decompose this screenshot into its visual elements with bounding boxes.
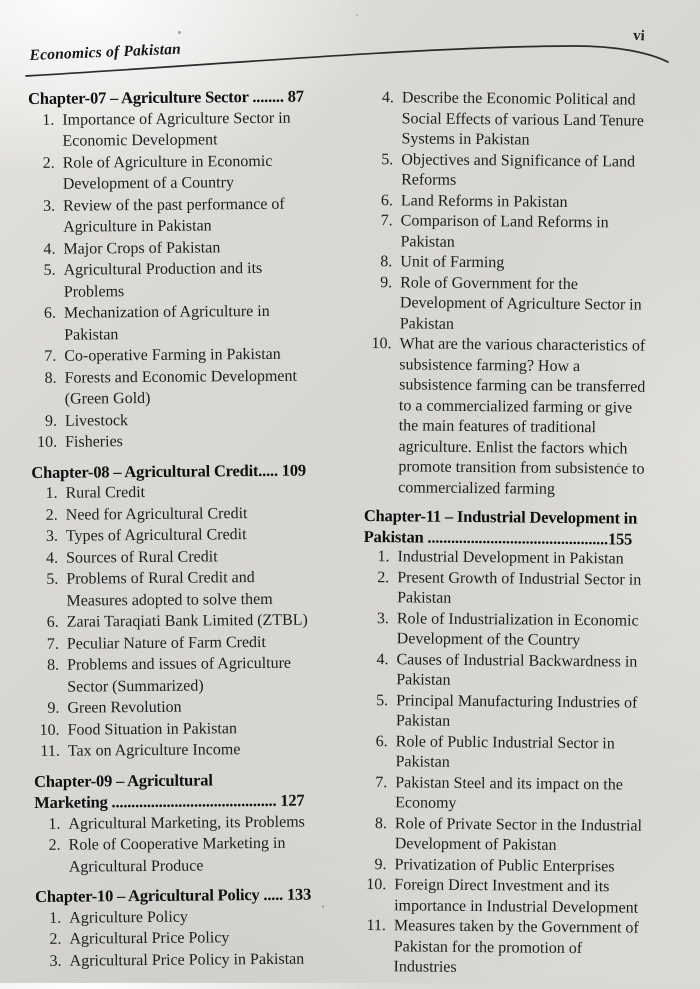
toc-item — [29, 236, 353, 260]
toc-item-number: 11. — [40, 742, 60, 760]
toc-item-number: 9. — [47, 699, 60, 717]
toc-item-text: Need for Agricultural Credit — [65, 504, 248, 524]
toc-item-number: 10. — [371, 335, 392, 353]
toc-item — [30, 365, 354, 411]
toc-item-text: Present Growth of Industrial Sector in Pakistan — [397, 568, 642, 607]
toc-item-number: 9. — [374, 855, 387, 873]
toc-item-text: Review of the past performance of Agriculture in Pakistan — [62, 195, 285, 236]
toc-item-text: Role of Industrialization in Economic Development of the Country — [396, 609, 639, 650]
toc-item-number: 2. — [48, 836, 61, 854]
toc-item-number: 5. — [46, 570, 59, 588]
toc-item-text: Agricultural Production and its Problems — [63, 259, 263, 301]
toc-item — [361, 772, 685, 816]
toc-item-text: Foreign Direct Investment and its importance in Industrial Development — [394, 876, 639, 917]
toc-item-text: Forests and Economic Development (Green Gold) — [64, 367, 297, 408]
toc-item-text: Major Crops of Pakistan — [63, 238, 221, 258]
toc-item-list — [359, 547, 687, 981]
toc-item — [30, 300, 354, 346]
toc-item-text: Peculiar Nature of Farm Credit — [66, 633, 266, 653]
toc-item-text: Role of Cooperative Marketing in Agricultural Produce — [68, 834, 286, 876]
toc-item — [359, 916, 684, 981]
toc-item-text: Causes of Industrial Backwardness in Pakistan — [396, 650, 638, 689]
toc-item-text: Role of Public Industrial Sector in Pakistan — [395, 732, 615, 771]
toc-item-number: 1. — [49, 909, 62, 927]
chapter-heading: Chapter-10 – Agricultural Policy ..... 133 — [34, 884, 312, 906]
toc-item — [360, 875, 684, 919]
chapter-heading: Chapter-08 – Agricultural Credit..... 109 — [31, 460, 307, 482]
toc-item — [33, 695, 357, 719]
toc-item-text: Comparison of Land Reforms in Pakistan — [400, 212, 609, 251]
toc-section — [34, 768, 359, 878]
toc-item-text: Privatization of Public Enterprises — [394, 855, 615, 875]
toc-item-number: 1. — [377, 548, 390, 566]
toc-section — [359, 506, 688, 981]
toc-item-number: 4. — [46, 549, 59, 567]
toc-item-number: 5. — [43, 261, 56, 279]
toc-item-number: 2. — [42, 154, 55, 172]
scan-speck — [356, 14, 358, 16]
toc-item — [33, 652, 357, 698]
toc-item-list — [31, 480, 357, 762]
toc-item — [35, 832, 359, 878]
book-title: Economics of Pakistan — [29, 40, 182, 65]
toc-item — [33, 609, 357, 633]
toc-item-number: 8. — [380, 253, 393, 271]
toc-item-number: 1. — [48, 815, 61, 833]
toc-item-text: Agricultural Price Policy — [69, 929, 230, 948]
toc-item-list — [28, 107, 355, 454]
toc-item-number: 7. — [380, 212, 393, 230]
toc-item-list — [364, 88, 692, 501]
toc-item-number: 8. — [46, 656, 60, 674]
toc-item-number: 6. — [375, 732, 388, 750]
toc-item — [29, 193, 353, 239]
toc-item — [361, 731, 685, 775]
toc-item — [34, 811, 358, 835]
scan-speck — [322, 905, 324, 908]
toc-columns — [28, 88, 692, 986]
toc-item-number: 1. — [42, 111, 55, 129]
toc-item-number: 11. — [366, 917, 387, 935]
chapter-heading: Chapter-09 – Agricultural Marketing .......................................... 127 — [33, 769, 305, 812]
toc-item-text: Livestock — [64, 411, 129, 430]
toc-item-number: 3. — [49, 952, 62, 970]
toc-item-text: Role of Private Sector in the Industrial Development of Pakistan — [394, 814, 643, 854]
toc-item-text: Zarai Taraqiati Bank Limited (ZTBL) — [66, 611, 308, 631]
toc-item-number: 2. — [377, 568, 390, 586]
toc-item-text: Objectives and Significance of Land Reforms — [401, 150, 636, 189]
toc-item — [361, 813, 685, 857]
toc-item-text: Mechanization of Agriculture in Pakistan — [63, 302, 270, 344]
toc-item-text: Agricultural Price Policy in Pakistan — [69, 950, 305, 970]
toc-item-text: Fisheries — [65, 433, 123, 451]
toc-item — [363, 567, 687, 611]
toc-item-text: Land Reforms in Pakistan — [400, 191, 568, 211]
toc-item-number: 3. — [376, 609, 389, 627]
toc-item — [35, 926, 359, 950]
toc-item-text: Problems and issues of Agriculture Sector (Summarized) — [66, 654, 292, 696]
toc-section — [364, 88, 692, 501]
toc-item — [34, 717, 358, 741]
toc-item-number: 4. — [43, 240, 56, 258]
toc-item-number: 4. — [376, 650, 389, 668]
toc-item — [362, 649, 686, 693]
toc-item-number: 6. — [43, 304, 57, 322]
toc-item — [31, 429, 355, 453]
toc-item-number: 3. — [42, 197, 56, 215]
toc-item-text: Sources of Rural Credit — [66, 547, 218, 567]
toc-section — [31, 459, 358, 763]
toc-item — [32, 545, 356, 569]
toc-item-text: Tax on Agriculture Income — [67, 741, 241, 760]
toc-item-text: Co-operative Farming in Pakistan — [64, 345, 281, 365]
toc-item — [31, 480, 355, 504]
toc-item-text: Agriculture Policy — [69, 908, 188, 927]
toc-item-number: 10. — [39, 721, 60, 739]
page-number: vi — [632, 27, 646, 45]
toc-item-text: Role of Agriculture in Economic Development of a Country — [62, 152, 273, 193]
toc-section — [28, 85, 355, 453]
toc-item — [35, 905, 359, 929]
toc-item-text: Describe the Economic Political and Social Effects of various Land Tenure Systems in Pakistan — [401, 89, 644, 149]
toc-item-number: 8. — [374, 814, 388, 832]
toc-item-number: 5. — [381, 150, 394, 168]
toc-item — [33, 631, 357, 655]
toc-item-number: 8. — [44, 369, 57, 387]
chapter-heading: Chapter-07 – Agriculture Sector ........ 87 — [28, 86, 304, 108]
toc-item-number: 2. — [49, 930, 62, 948]
toc-item-number: 7. — [375, 773, 388, 791]
scan-speck — [617, 463, 620, 465]
toc-item-number: 9. — [44, 412, 57, 430]
toc-item-number: 6. — [380, 191, 394, 209]
toc-item-number: 7. — [46, 635, 59, 653]
toc-item-text: What are the various characteristics of subsistence farming? How a subsistence farming can be transferred to a commercialized farming or give the main features of traditional agriculture. Enlist the factors which promote transition from subsistence to commercialized farming — [398, 335, 646, 498]
toc-item-text: Agricultural Marketing, its Problems — [68, 813, 305, 833]
chapter-heading: Chapter-11 – Industrial Development in Pakistan ..............................................155 — [363, 505, 638, 549]
toc-item — [362, 690, 686, 734]
toc-item-number: 3. — [45, 527, 58, 545]
page-header — [0, 0, 700, 90]
toc-item-text: Pakistan Steel and its impact on the Economy — [395, 773, 623, 812]
toc-item — [366, 211, 690, 255]
toc-column-left — [28, 85, 360, 980]
toc-item-text: Unit of Farming — [400, 253, 505, 272]
toc-item-text: Role of Government for the Development of Agriculture Sector in Pakistan — [399, 273, 642, 333]
toc-item — [34, 738, 358, 762]
toc-item — [36, 948, 360, 972]
toc-item-list — [34, 811, 359, 878]
toc-item — [30, 343, 354, 367]
toc-item-number: 6. — [46, 613, 59, 631]
toc-item-text: Principal Manufacturing Industries of Pakistan — [395, 691, 638, 730]
toc-item-text: Rural Credit — [65, 483, 146, 502]
toc-item — [363, 608, 687, 652]
toc-item-list — [35, 905, 360, 972]
toc-item-text: Importance of Agriculture Sector in Economic Development — [62, 109, 291, 150]
toc-item — [32, 566, 356, 612]
toc-item — [31, 408, 355, 432]
toc-item-text: Measures taken by the Government of Pakistan for the promotion of Industries — [393, 917, 639, 976]
toc-item — [366, 272, 691, 337]
toc-item — [367, 149, 691, 193]
toc-item-text: Problems of Rural Credit and Measures adopted to solve them — [66, 569, 273, 610]
toc-column-right — [359, 88, 692, 989]
toc-item — [367, 88, 692, 153]
scan-speck — [178, 31, 181, 34]
toc-item-text: Food Situation in Pakistan — [67, 719, 238, 739]
toc-item — [364, 334, 690, 501]
toc-section — [35, 883, 360, 972]
toc-item — [28, 107, 352, 153]
toc-item — [30, 257, 354, 303]
toc-item-number: 5. — [376, 691, 389, 709]
toc-item — [32, 523, 356, 547]
toc-item-number: 9. — [380, 273, 393, 291]
toc-item-number: 10. — [366, 876, 387, 894]
toc-item-text: Industrial Development in Pakistan — [397, 548, 624, 568]
toc-item-text: Types of Agricultural Credit — [65, 526, 247, 545]
toc-item-text: Green Revolution — [67, 698, 182, 717]
toc-item-number: 2. — [45, 506, 58, 524]
toc-item — [32, 502, 356, 526]
toc-item-number: 10. — [37, 433, 58, 451]
toc-item-number: 4. — [381, 89, 394, 107]
toc-item-number: 7. — [44, 347, 57, 365]
toc-item-number: 1. — [45, 484, 58, 502]
toc-item — [29, 150, 353, 196]
